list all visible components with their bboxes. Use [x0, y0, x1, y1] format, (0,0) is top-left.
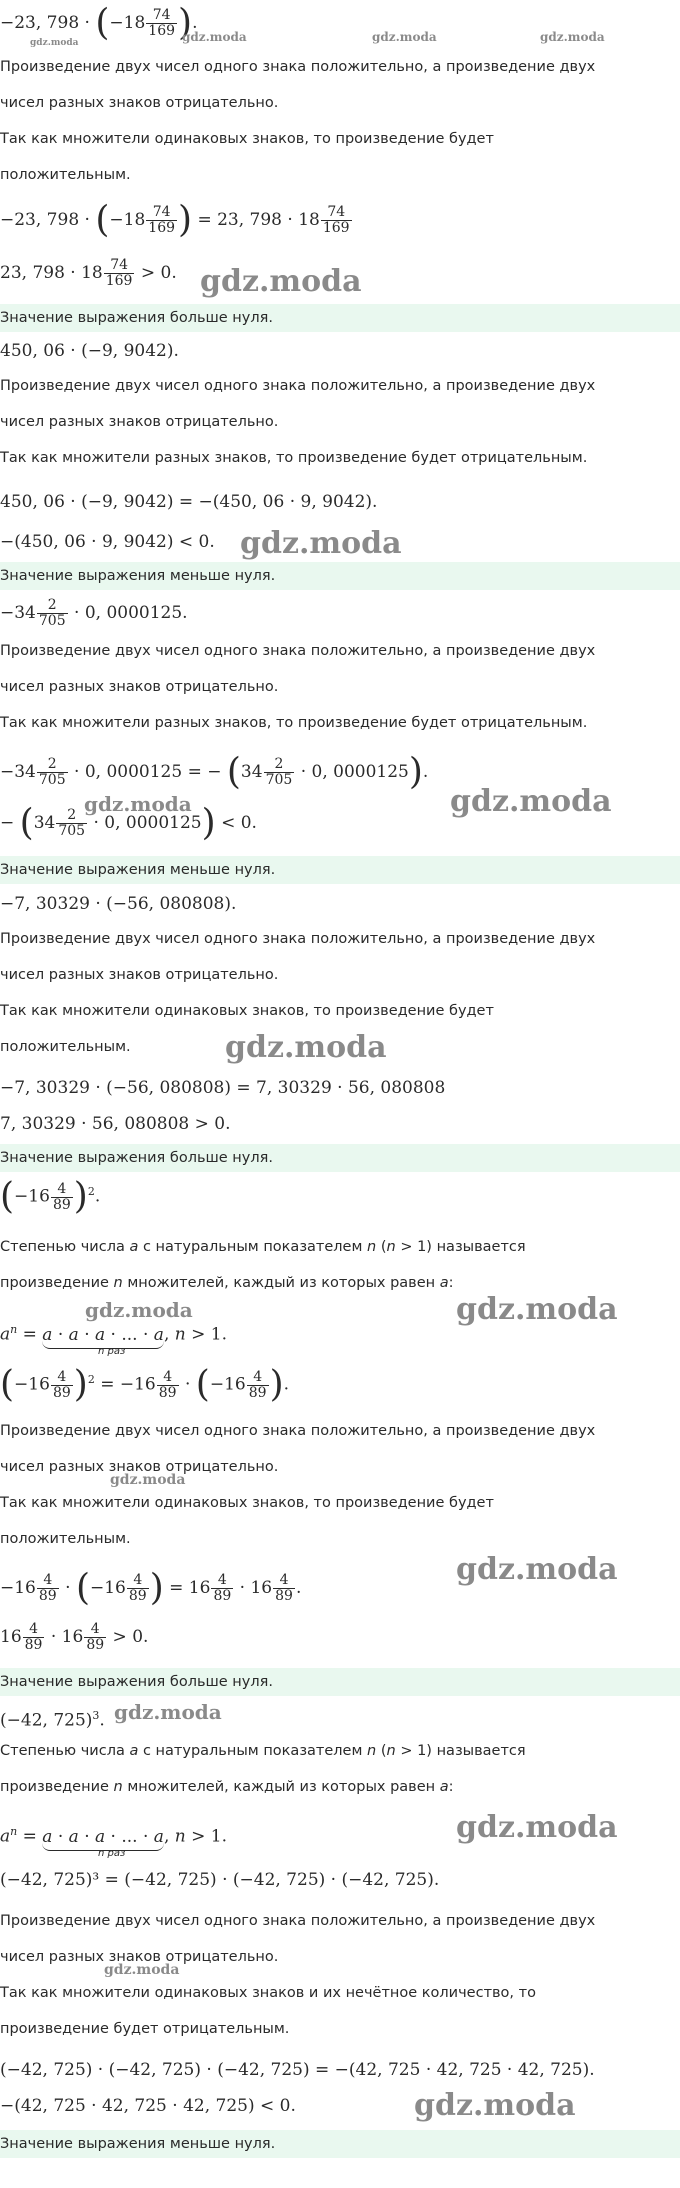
- rule-text: Произведение двух чисел одного знака положительно, а произведение двух: [0, 59, 596, 75]
- reason-text: положительным.: [0, 1531, 131, 1547]
- equation-6b: (−42, 725) · (−42, 725) · (−42, 725) = −(42, 725 · 42, 725 · 42, 725).: [0, 2060, 595, 2080]
- equation-1: −23, 798 · (−18 $\frac{74}{169}$ ) = 23, 798 · 18 $\frac{74}{169}$: [0, 199, 350, 241]
- rule-text: чисел разных знаков отрицательно.: [0, 95, 279, 111]
- equation-2: 450, 06 · (−9, 9042) = −(450, 06 · 9, 9042).: [0, 492, 378, 512]
- expr-2: 450, 06 · (−9, 9042).: [0, 341, 179, 361]
- watermark: gdz.moda: [372, 30, 437, 44]
- inequality-3: − (34 $\frac{2}{705}$ · 0, 0000125) < 0.: [0, 802, 257, 844]
- watermark: gdz.moda: [30, 38, 79, 48]
- pow-definition: произведение n множителей, каждый из которых равен a:: [0, 1275, 454, 1291]
- pow-formula: $a^n = a \cdot a \cdot a$ · ... · a, n > 1.: [0, 1820, 227, 1851]
- inequality-2: −(450, 06 · 9, 9042) < 0.: [0, 532, 215, 552]
- watermark: gdz.moda: [456, 1552, 618, 1587]
- expr-5: (−16 $\frac{4}{89}$ )$^2$.: [0, 1176, 101, 1218]
- inequality-1: 23, 798 · 18 $\frac{74}{169}$ > 0.: [0, 257, 177, 289]
- reason-text: Так как множители одинаковых знаков, то произведение будет: [0, 1495, 494, 1511]
- result-banner: Значение выражения больше нуля.: [0, 1668, 680, 1696]
- result-banner: Значение выражения меньше нуля.: [0, 562, 680, 590]
- reason-text: положительным.: [0, 167, 131, 183]
- watermark: gdz.moda: [540, 30, 605, 44]
- watermark: gdz.moda: [104, 1962, 180, 1978]
- reason-text: Так как множители одинаковых знаков, то произведение будет: [0, 1003, 494, 1019]
- expr-6: (−42, 725)$^3$.: [0, 1709, 105, 1731]
- rule-text: чисел разных знаков отрицательно.: [0, 414, 279, 430]
- rule-text: Произведение двух чисел одного знака положительно, а произведение двух: [0, 1423, 596, 1439]
- reason-text: Так как множители разных знаков, то произведение будет отрицательным.: [0, 450, 588, 466]
- rule-text: Произведение двух чисел одного знака положительно, а произведение двух: [0, 931, 596, 947]
- result-banner: Значение выражения меньше нуля.: [0, 856, 680, 884]
- watermark: gdz.moda: [200, 264, 362, 299]
- result-banner: Значение выражения меньше нуля.: [0, 2130, 680, 2158]
- pow-definition: Степенью числа a с натуральным показателем n (n > 1) называется: [0, 1239, 526, 1255]
- rule-text: Произведение двух чисел одного знака положительно, а произведение двух: [0, 378, 596, 394]
- rule-text: чисел разных знаков отрицательно.: [0, 1949, 279, 1965]
- reason-text: произведение будет отрицательным.: [0, 2021, 290, 2037]
- result-banner: Значение выражения больше нуля.: [0, 1144, 680, 1172]
- watermark: gdz.moda: [450, 784, 612, 819]
- reason-text: Так как множители одинаковых знаков, то произведение будет: [0, 131, 494, 147]
- rule-text: чисел разных знаков отрицательно.: [0, 1459, 279, 1475]
- rule-text: чисел разных знаков отрицательно.: [0, 679, 279, 695]
- watermark: gdz.moda: [182, 30, 247, 44]
- equation-5: (−16 $\frac{4}{89}$ )$^2$ = −16 $\frac{4}{89}$ · (−16 $\frac{4}{89}$ ).: [0, 1364, 290, 1406]
- reason-text: положительным.: [0, 1039, 131, 1055]
- inequality-5: 16 $\frac{4}{89}$ · 16 $\frac{4}{89}$ > 0.: [0, 1621, 149, 1653]
- watermark: gdz.moda: [456, 1292, 618, 1327]
- rule-text: Произведение двух чисел одного знака положительно, а произведение двух: [0, 643, 596, 659]
- watermark: gdz.moda: [110, 1472, 186, 1488]
- expr-3: −34 $\frac{2}{705}$ · 0, 0000125.: [0, 597, 188, 629]
- watermark: gdz.moda: [114, 1700, 222, 1724]
- watermark: gdz.moda: [85, 1298, 193, 1322]
- pow-definition: произведение n множителей, каждый из которых равен a:: [0, 1779, 454, 1795]
- watermark: gdz.moda: [414, 2088, 576, 2123]
- watermark: gdz.moda: [240, 526, 402, 561]
- watermark: gdz.moda: [456, 1810, 618, 1845]
- pow-under-label: n раз: [98, 1848, 126, 1859]
- rule-text: чисел разных знаков отрицательно.: [0, 967, 279, 983]
- expr-1: −23, 798 · (−18 $\frac{74}{169}$ ).: [0, 2, 198, 44]
- pow-definition: Степенью числа a с натуральным показателем n (n > 1) называется: [0, 1743, 526, 1759]
- pow-under-label: n раз: [98, 1346, 126, 1357]
- rule-text: Произведение двух чисел одного знака положительно, а произведение двух: [0, 1913, 596, 1929]
- equation-6: (−42, 725)³ = (−42, 725) · (−42, 725) · (−42, 725).: [0, 1870, 440, 1890]
- pow-formula: $a^n = a \cdot a \cdot a$ · ... · a, n > 1.: [0, 1318, 227, 1349]
- watermark: gdz.moda: [84, 792, 192, 816]
- inequality-6: −(42, 725 · 42, 725 · 42, 725) < 0.: [0, 2096, 296, 2116]
- expr-4: −7, 30329 · (−56, 080808).: [0, 894, 237, 914]
- reason-text: Так как множители одинаковых знаков и их нечётное количество, то: [0, 1985, 536, 2001]
- result-banner: Значение выражения больше нуля.: [0, 304, 680, 332]
- inequality-4: 7, 30329 · 56, 080808 > 0.: [0, 1114, 231, 1134]
- equation-5b: −16 $\frac{4}{89}$ · (−16 $\frac{4}{89}$ ) = 16 $\frac{4}{89}$ · 16 $\frac{4}{89}$ .: [0, 1567, 302, 1609]
- equation-4: −7, 30329 · (−56, 080808) = 7, 30329 · 56, 080808: [0, 1078, 446, 1098]
- watermark: gdz.moda: [225, 1030, 387, 1065]
- equation-3: −34 $\frac{2}{705}$ · 0, 0000125 = − (34 $\frac{2}{705}$ · 0, 0000125).: [0, 751, 429, 793]
- reason-text: Так как множители разных знаков, то произведение будет отрицательным.: [0, 715, 588, 731]
